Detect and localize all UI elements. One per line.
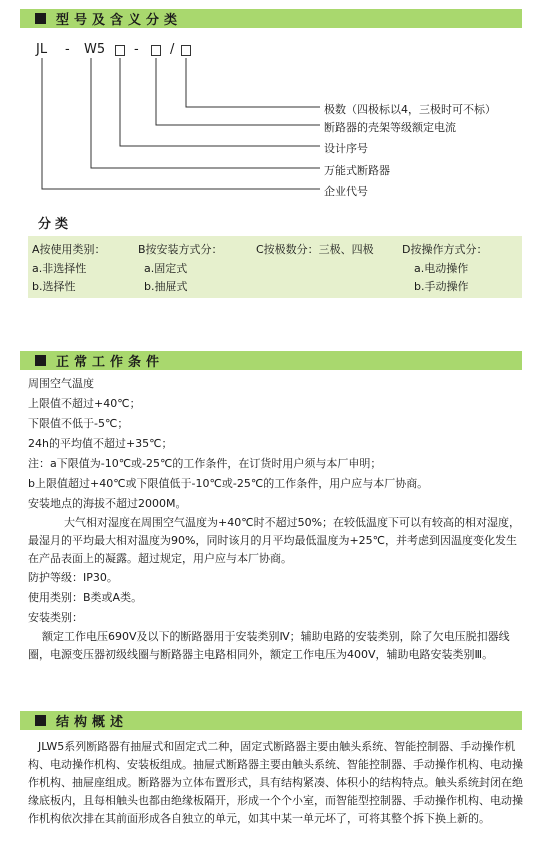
classify-title: 分类 xyxy=(38,217,73,232)
classify-a-item1: a.非选择性 xyxy=(32,262,87,275)
cond-install-category: 安装类别： xyxy=(28,611,83,624)
section-title: 型号及含义分类 xyxy=(56,13,183,28)
cond-line-1: 周围空气温度 xyxy=(28,377,94,390)
square-bullet-icon xyxy=(35,715,46,726)
classify-b-item1: a.固定式 xyxy=(144,262,188,275)
section-title: 结构概述 xyxy=(56,715,129,730)
cond-install-paragraph: 额定工作电压690V及以下的断路器用于安装类别Ⅳ；辅助电路的安装类别，除了欠电压脱扣器线圈，电源变压器初级线圈与断路器主电路相同外，额定工作电压为400V，辅助电路安装类别Ⅲ。 xyxy=(28,630,510,661)
legend-company-code: 企业代号 xyxy=(324,185,368,198)
cond-protection: 防护等级：IP30。 xyxy=(28,571,118,584)
legend-design-no: 设计序号 xyxy=(324,142,368,155)
legend-breaker-type: 万能式断路器 xyxy=(324,164,390,177)
cond-note-a: 注：a下限值为-10℃或-25℃的工作条件，在订货时用户须与本厂申明； xyxy=(28,457,382,470)
classify-d-head: D按操作方式分： xyxy=(402,243,488,256)
structure-paragraph: JLW5系列断路器有抽屉式和固定式二种，固定式断路器主要由触头系统、智能控制器、手动操作机构、电动操作机构、安装板组成。抽屉式断路器主要由触头系统、智能控制器、手动操作机构、电动操作机构、抽屉座组成。断路器为立体布置形式，具有结构紧凑、体积小的结构特点。触头系统封闭在绝缘底板内，且每相触头也都由绝缘板隔开，形成一个个小室，而智能型控制器、手动操作机构、电动操作机构依次排在其前面形成各自独立的单元，如其中某一单元坏了，可将其整个拆下换上新的。 xyxy=(28,740,523,825)
cond-note-b: b上限值超过+40℃或下限值低于-10℃或-25℃的工作条件，用户应与本厂协商。 xyxy=(28,477,429,490)
classify-d-item1: a.电动操作 xyxy=(414,262,469,275)
model-slash: / xyxy=(170,42,175,57)
model-jl: JL xyxy=(36,42,48,57)
square-bullet-icon xyxy=(35,355,46,366)
model-dash-2: - xyxy=(134,42,139,57)
section-title: 正常工作条件 xyxy=(56,355,165,370)
cond-line-2: 上限值不超过+40℃； xyxy=(28,397,141,410)
model-dash-1: - xyxy=(65,42,70,57)
classify-d-item2: b.手动操作 xyxy=(414,280,469,293)
cond-usage-category: 使用类别：B类或A类。 xyxy=(28,591,143,604)
classify-a-head: A按使用类别： xyxy=(32,243,106,256)
legend-frame-current: 断路器的壳架等级额定电流 xyxy=(324,121,456,134)
classify-b-head: B按安装方式分： xyxy=(138,243,223,256)
section-header-conditions xyxy=(20,351,522,370)
model-w5: W5 xyxy=(84,42,106,57)
classify-a-item2: b.选择性 xyxy=(32,280,76,293)
classify-box xyxy=(28,236,522,298)
classify-c-head: C按极数分：三极、四极 xyxy=(256,243,374,256)
section-header-structure xyxy=(20,711,522,730)
cond-line-3: 下限值不低于-5℃； xyxy=(28,417,129,430)
cond-line-4: 24h的平均值不超过+35℃； xyxy=(28,437,173,450)
legend-poles: 极数（四极标以4，三极时可不标） xyxy=(324,103,496,116)
classify-b-item2: b.抽屉式 xyxy=(144,280,188,293)
cond-altitude: 安装地点的海拔不超过2000M。 xyxy=(28,497,187,510)
cond-humidity-paragraph: 大气相对湿度在周围空气温度为+40℃时不超过50%；在较低温度下可以有较高的相对湿度，最湿月的平均最大相对温度为90%，同时该月的月平均最低温度为+25℃，并考虑到因温度变化发生在产品表面上的凝露。超过规定，用户应与本厂协商。 xyxy=(28,516,521,565)
